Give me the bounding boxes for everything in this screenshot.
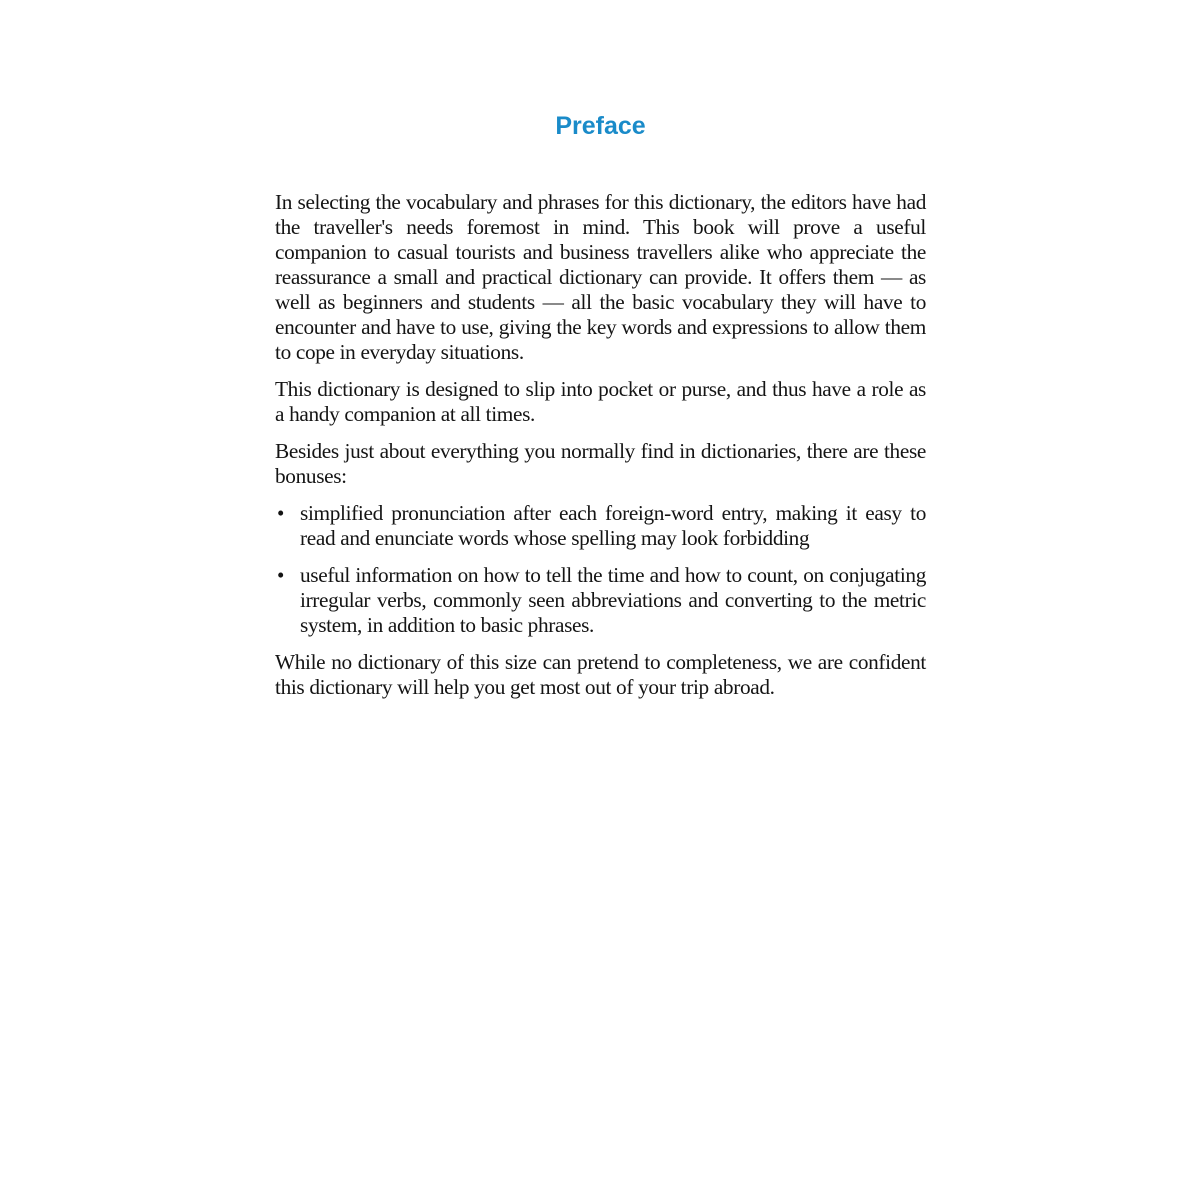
paragraph-closing: While no dictionary of this size can pretend to completeness, we are confident this dictionary will help you get most out of your trip abroad. — [275, 650, 926, 699]
bullet-icon: • — [277, 501, 285, 525]
list-item — [275, 501, 926, 551]
bullet-icon: • — [277, 563, 285, 587]
list-item — [275, 563, 926, 638]
bonuses-list — [275, 501, 926, 638]
paragraph-intro: In selecting the vocabulary and phrases for this dictionary, the editors have had the traveller's needs foremost in mind. This book will prove a useful companion to casual tourists and business travellers alike who appreciate the reassurance a small and practical dictionary can provide. It offers them — as well as beginners and students — all the basic vocabulary they will have to encounter and have to use, giving the key words and expressions to allow them to cope in everyday situations. — [275, 190, 926, 364]
page-title: Preface — [555, 112, 646, 140]
list-item-text: simplified pronunciation after each foreign-word entry, making it easy to read and enunciate words whose spelling may look forbidding — [300, 501, 926, 550]
paragraph-bonuses-intro: Besides just about everything you normally find in dictionaries, there are these bonuses: — [275, 439, 926, 488]
list-item-text: useful information on how to tell the time and how to count, on conjugating irregular verbs, commonly seen abbreviations and converting to the metric system, in addition to basic phrases. — [300, 563, 926, 637]
paragraph-portability: This dictionary is designed to slip into pocket or purse, and thus have a role as a handy companion at all times. — [275, 377, 926, 426]
preface-page — [275, 108, 926, 712]
